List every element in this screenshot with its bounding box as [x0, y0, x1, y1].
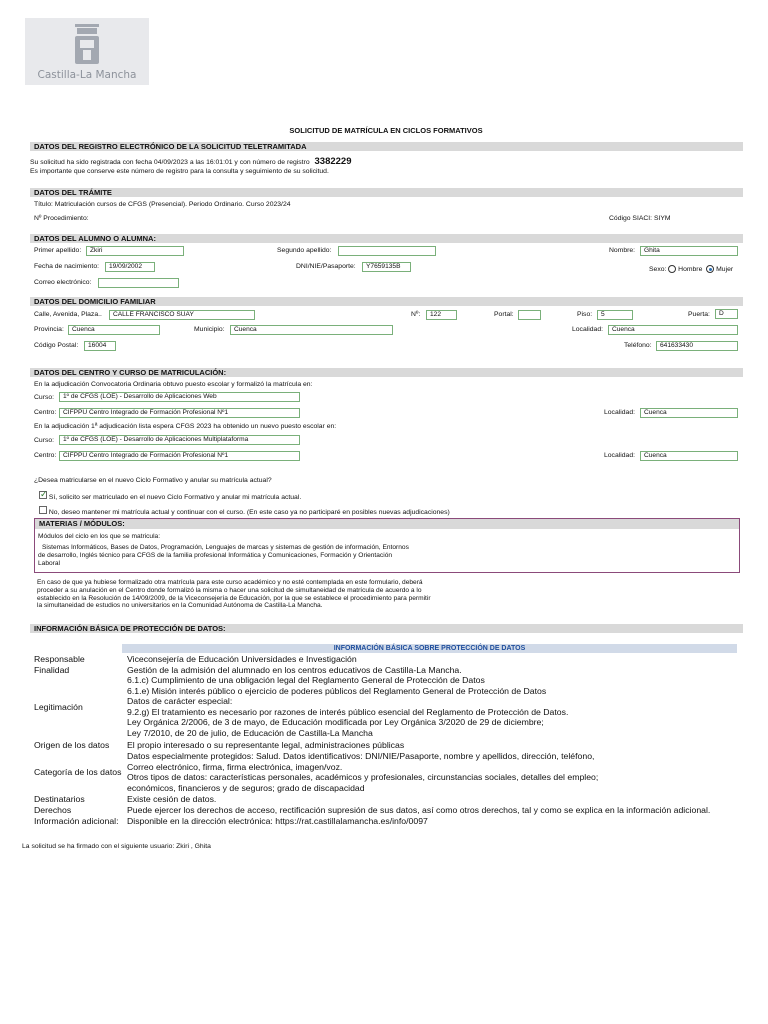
- pd-label-responsable: Responsable: [34, 654, 85, 664]
- numero-field[interactable]: 122: [426, 310, 457, 320]
- sexo-hombre-radio[interactable]: [668, 265, 676, 273]
- pd-label-finalidad: Finalidad: [34, 665, 70, 675]
- telefono-label: Teléfono:: [624, 342, 652, 349]
- curso1-label: Curso:: [34, 394, 55, 401]
- matricula-pregunta: ¿Desea matricularse en el nuevo Ciclo Formativo y anular su matrícula actual?: [34, 477, 272, 484]
- tramite-siaci: Código SIACI: SIYM: [609, 215, 671, 222]
- section-header-domicilio: DATOS DEL DOMICILIO FAMILIAR: [30, 297, 743, 306]
- opcion-si-checkbox[interactable]: [39, 491, 47, 499]
- correo-field[interactable]: [98, 278, 179, 288]
- pd-label-legitimacion: Legitimación: [34, 702, 83, 712]
- adjudicacion2-text: En la adjudicación 1ª adjudicación lista espera CFGS 2023 ha obtenido un nuevo puesto escolar en:: [34, 423, 337, 430]
- pd-label-derechos: Derechos: [34, 805, 72, 815]
- section-header-centro: DATOS DEL CENTRO Y CURSO DE MATRICULACIÓN:: [30, 368, 743, 377]
- calle-field[interactable]: CALLE FRANCISCO SUAY: [109, 310, 255, 320]
- materias-header: MATERIAS / MÓDULOS:: [35, 519, 739, 529]
- numero-label: Nº:: [411, 311, 421, 318]
- provincia-label: Provincia:: [34, 326, 64, 333]
- primer-apellido-label: Primer apellido:: [34, 247, 82, 254]
- localidad-field[interactable]: Cuenca: [608, 325, 738, 335]
- pd-value-destinatarios: Existe cesión de datos.: [127, 794, 217, 804]
- logo-text: Castilla-La Mancha: [37, 69, 137, 81]
- pd-value-origen: El propio interesado o su representante legal, administraciones públicas: [127, 740, 405, 750]
- centro2-field[interactable]: CIFPPU Centro Integrado de Formación Profesional Nº1: [59, 451, 300, 461]
- section-header-registro: DATOS DEL REGISTRO ELECTRÓNICO DE LA SOLICITUD TELETRAMITADA: [30, 142, 743, 151]
- primer-apellido-field[interactable]: Zkiri: [86, 246, 184, 256]
- correo-label: Correo electrónico:: [34, 279, 92, 286]
- portal-label: Portal:: [494, 311, 514, 318]
- segundo-apellido-field[interactable]: [338, 246, 436, 256]
- localidad1-field[interactable]: Cuenca: [640, 408, 738, 418]
- registro-line: Su solicitud ha sido registrada con fecha 04/09/2023 a las 16:01:01 y con número de registro 3382229: [30, 156, 352, 167]
- pd-value-responsable: Viceconsejería de Educación Universidades e Investigación: [127, 654, 357, 664]
- codigo-postal-field[interactable]: 16004: [84, 341, 116, 351]
- curso1-field[interactable]: 1º de CFGS (LOE) - Desarrollo de Aplicaciones Web: [59, 392, 300, 402]
- proteccion-table-header: INFORMACIÓN BÁSICA SOBRE PROTECCIÓN DE DATOS: [122, 644, 737, 653]
- pd-label-info-adicional: Información adicional:: [34, 816, 119, 826]
- tramite-titulo: Título: Matriculación cursos de CFGS (Presencial). Periodo Ordinario. Curso 2023/24: [34, 201, 291, 208]
- materias-intro: Módulos del ciclo en los que se matricula:: [38, 533, 161, 540]
- telefono-field[interactable]: 641633430: [656, 341, 738, 351]
- localidad1-label: Localidad:: [604, 409, 635, 416]
- portal-field[interactable]: [518, 310, 541, 320]
- localidad-label: Localidad:: [572, 326, 603, 333]
- centro1-label: Centro:: [34, 409, 57, 416]
- opcion-no-checkbox[interactable]: [39, 506, 47, 514]
- registro-number: 3382229: [314, 156, 352, 167]
- pd-label-categoria: Categoría de los datos: [34, 767, 122, 777]
- tramite-procedimiento: Nº Procedimiento:: [34, 215, 89, 222]
- segundo-apellido-label: Segundo apellido:: [277, 247, 332, 254]
- municipio-field[interactable]: Cuenca: [230, 325, 393, 335]
- municipio-label: Municipio:: [194, 326, 225, 333]
- aviso-simultaneidad: En caso de que ya hubiese formalizado otra matrícula para este curso académico y no esté contemplada en este formulario, deberá proceder a su anulación en el Centro donde formalizó la misma o hacer una solicitud de simultaneidad de matrícula de acuerdo a lo establecido en la Resolución de 14/09/2009, de la Viceconsejería de Educación, por la que se establece el procedimiento para permitir la simultaneidad de estudios no universitarios en la Comunidad Autónoma de Castilla-La Mancha.: [37, 579, 431, 610]
- opcion-si-row: ✓ Sí, solicito ser matriculado en el nuevo Ciclo Formativo y anular mi matrícula actual.: [39, 491, 301, 501]
- pd-value-legitimacion: 6.1.c) Cumplimiento de una obligación legal del Reglamento General de Protección de Datos 6.1.e) Misión interés público o ejercicio de poderes públicos del Reglamento General de Protección de Datos Datos de carácter especial: 9.2.g) El tratamiento es necesario por razones de interés público esencial del Reglamento de Protección de Datos. Ley Orgánica 2/2006, de 3 de mayo, de Educación modificada por Ley Orgánica 3/2020 de 29 de diciembre; Ley 7/2010, de 20 de julio, de Educación de Castilla-La Mancha: [127, 675, 569, 738]
- firma-text: La solicitud se ha firmado con el siguiente usuario: Zkiri , Ghita: [22, 843, 211, 850]
- page-title: SOLICITUD DE MATRÍCULA EN CICLOS FORMATIVOS: [289, 126, 483, 135]
- pd-value-info-adicional: Disponible en la dirección electrónica: https://rat.castillalamancha.es/info/0097: [127, 816, 428, 826]
- localidad2-label: Localidad:: [604, 452, 635, 459]
- puerta-label: Puerta:: [688, 311, 710, 318]
- adjudicacion1-text: En la adjudicación Convocatoria Ordinaria obtuvo puesto escolar y formalizó la matrícula en:: [34, 381, 313, 388]
- materias-box: [34, 518, 740, 573]
- centro2-label: Centro:: [34, 452, 57, 459]
- section-header-proteccion: INFORMACIÓN BÁSICA DE PROTECCIÓN DE DATOS:: [30, 624, 743, 633]
- calle-label: Calle, Avenida, Plaza..: [34, 311, 102, 318]
- pd-label-origen: Origen de los datos: [34, 740, 110, 750]
- section-header-tramite: DATOS DEL TRÁMITE: [30, 188, 743, 197]
- castle-emblem-icon: [72, 24, 102, 66]
- opcion-no-row: No, deseo mantener mi matrícula actual y continuar con el curso. (En este caso ya no participaré en posibles nuevas adjudicaciones): [39, 506, 450, 516]
- pd-value-finalidad: Gestión de la admisión del alumnado en los centros educativos de Castilla-La Mancha.: [127, 665, 462, 675]
- sexo-mujer-radio[interactable]: [706, 265, 714, 273]
- nombre-label: Nombre:: [609, 247, 636, 254]
- piso-label: Piso:: [577, 311, 593, 318]
- centro1-field[interactable]: CIFPPU Centro Integrado de Formación Profesional Nº1: [59, 408, 300, 418]
- curso2-field[interactable]: 1º de CFGS (LOE) - Desarrollo de Aplicaciones Multiplataforma: [59, 435, 300, 445]
- section-header-alumno: DATOS DEL ALUMNO O ALUMNA:: [30, 234, 743, 243]
- pd-value-categoria: Datos especialmente protegidos: Salud. Datos identificativos: DNI/NIE/Pasaporte, nombre y apellidos, dirección, teléfono, Correo electrónico, firma, firma electrónica, imagen/voz. Otros tipos de datos: características personales, académicos y profesionales, circunstancias sociales, detalles del empleo; económicos, financieros y de seguros; grado de discapacidad: [127, 751, 599, 793]
- registro-note: Es importante que conserve este número de registro para la consulta y seguimiento de su solicitud.: [30, 168, 329, 175]
- localidad2-field[interactable]: Cuenca: [640, 451, 738, 461]
- curso2-label: Curso:: [34, 437, 55, 444]
- puerta-field[interactable]: D: [715, 309, 738, 319]
- pd-label-destinatarios: Destinatarios: [34, 794, 85, 804]
- castilla-la-mancha-logo: [25, 18, 149, 85]
- nombre-field[interactable]: Ghita: [640, 246, 738, 256]
- sexo-group: Sexo: Hombre Mujer: [649, 265, 734, 273]
- fecha-nacimiento-label: Fecha de nacimiento:: [34, 263, 99, 270]
- provincia-field[interactable]: Cuenca: [68, 325, 160, 335]
- codigo-postal-label: Código Postal:: [34, 342, 79, 349]
- dni-field[interactable]: Y7659135B: [362, 262, 411, 272]
- fecha-nacimiento-field[interactable]: 19/09/2002: [105, 262, 155, 272]
- piso-field[interactable]: 5: [597, 310, 633, 320]
- materias-list: Sistemas Informáticos, Bases de Datos, Programación, Lenguajes de marcas y sistemas de gestión de información, Entornos de desarrollo, Inglés técnico para CFGS de la familia profesional Informática y Comunicaciones, Formación y Orientación Laboral: [38, 544, 409, 567]
- dni-label: DNI/NIE/Pasaporte:: [296, 263, 356, 270]
- pd-value-derechos: Puede ejercer los derechos de acceso, rectificación supresión de sus datos, así como otros derechos, tal y como se explica en la información adicional.: [127, 805, 711, 815]
